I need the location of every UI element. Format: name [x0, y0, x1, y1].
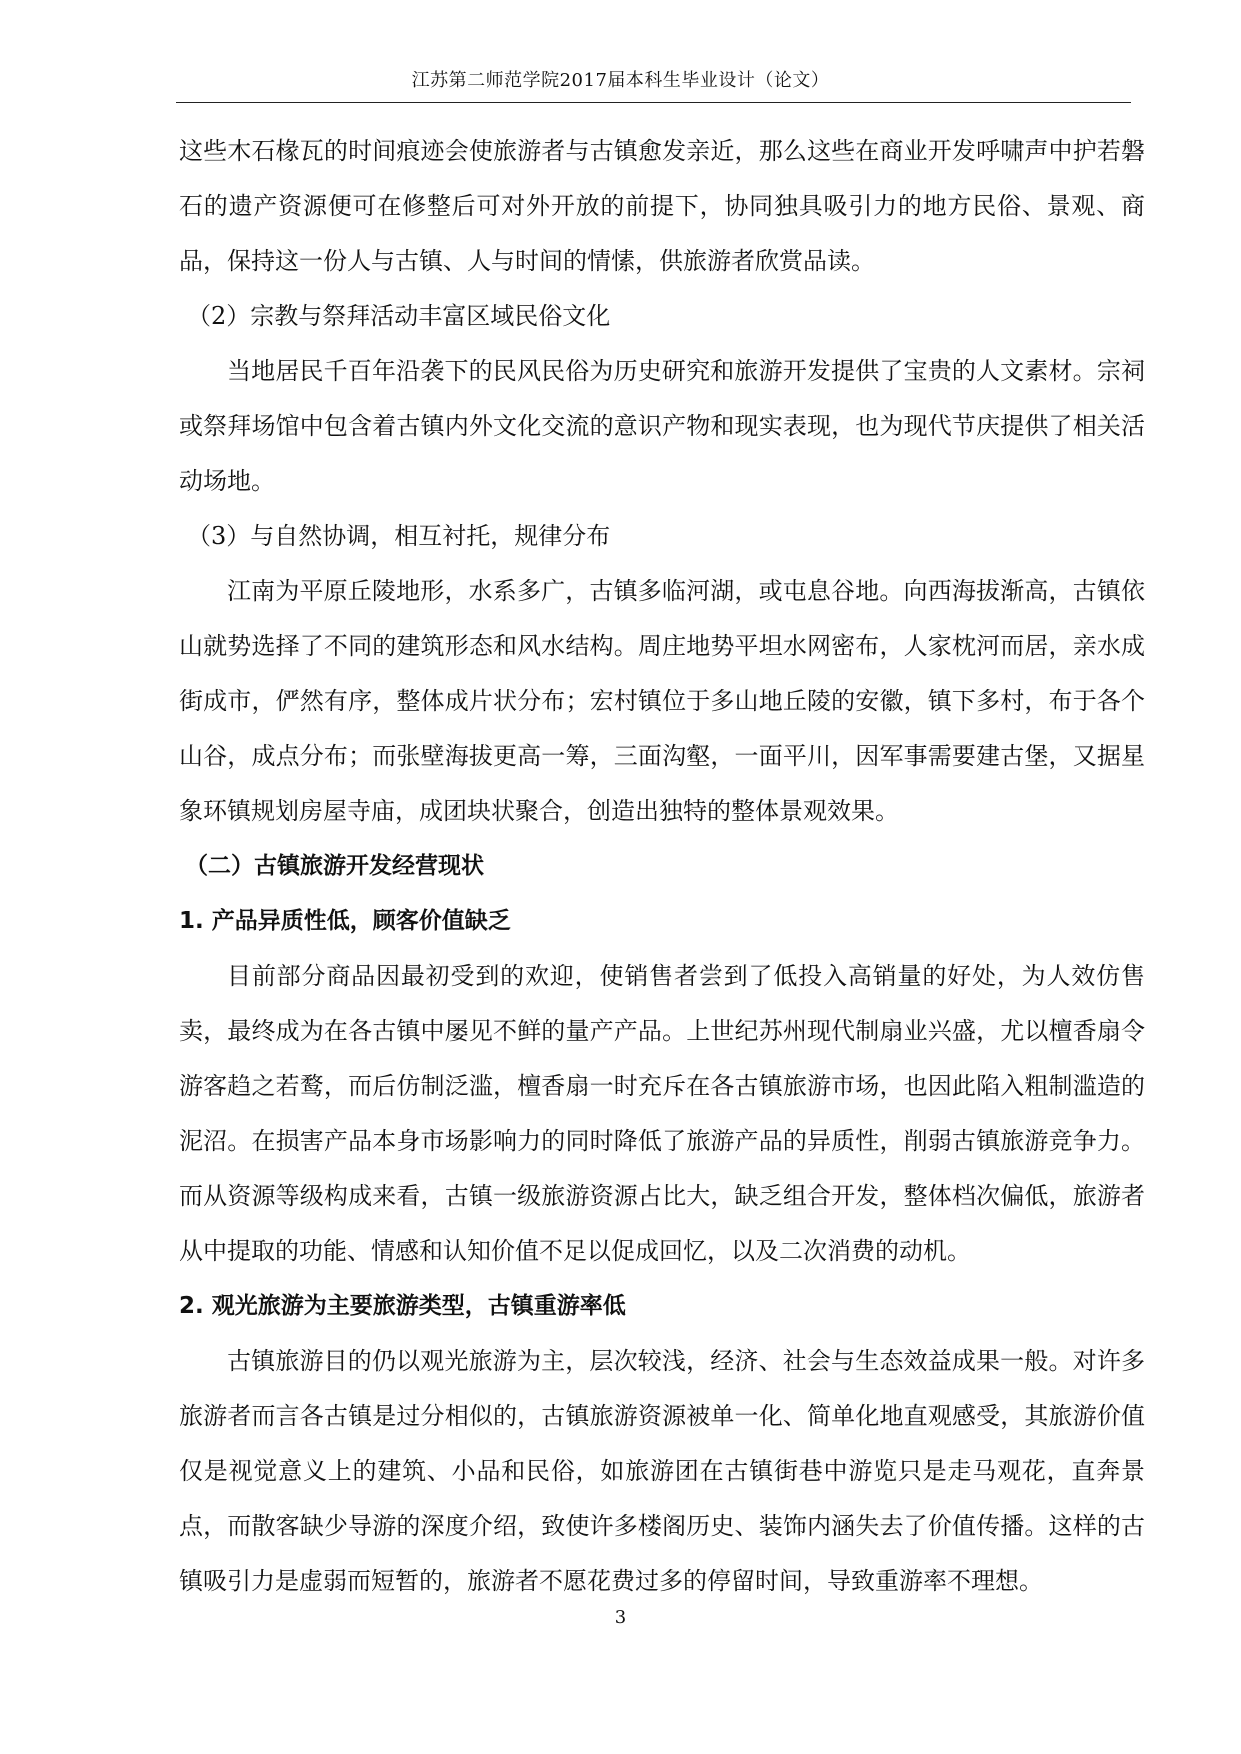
paragraph-5: 古镇旅游目的仍以观光旅游为主，层次较浅，经济、社会与生态效益成果一般。对许多旅游者而言各古镇是过分相似的，古镇旅游资源被单一化、简单化地直观感受，其旅游价值仅是视觉意义上的建筑、小品和民俗，如旅游团在古镇街巷中游览只是走马观花，直奔景点，而散客缺少导游的深度介绍，致使许多楼阁历史、装饰内涵失去了价值传播。这样的古镇吸引力是虚弱而短暂的，旅游者不愿花费过多的停留时间，导致重游率不理想。: [179, 1347, 1145, 1595]
paragraph-4: 目前部分商品因最初受到的欢迎，使销售者尝到了低投入高销量的好处，为人效仿售卖，最终成为在各古镇中屡见不鲜的量产产品。上世纪苏州现代制扇业兴盛，尤以檀香扇令游客趋之若鹜，而后仿制泛滥，檀香扇一时充斥在各古镇旅游市场，也因此陷入粗制滥造的泥沼。在损害产品本身市场影响力的同时降低了旅游产品的异质性，削弱古镇旅游竞争力。而从资源等级构成来看，古镇一级旅游资源占比大，缺乏组合开发，整体档次偏低，旅游者从中提取的功能、情感和认知价值不足以促成回忆，以及二次消费的动机。: [179, 962, 1145, 1265]
subsection-heading-1: 1. 产品异质性低，顾客价值缺乏: [179, 908, 511, 934]
subheading-religion: （2）宗教与祭拜活动丰富区域民俗文化: [187, 302, 611, 330]
page-header: 江苏第二师范学院2017届本科生毕业设计（论文）: [411, 70, 830, 91]
section-heading-status: （二）古镇旅游开发经营现状: [185, 853, 484, 879]
subsection-heading-2: 2. 观光旅游为主要旅游类型，古镇重游率低: [179, 1293, 626, 1319]
header-divider: [176, 102, 1131, 103]
paragraph-2: 当地居民千百年沿袭下的民风民俗为历史研究和旅游开发提供了宝贵的人文素材。宗祠或祭拜场馆中包含着古镇内外文化交流的意识产物和现实表现，也为现代节庆提供了相关活动场地。: [179, 357, 1145, 495]
paragraph-3: 江南为平原丘陵地形，水系多广，古镇多临河湖，或屯息谷地。向西海拔渐高，古镇依山就势选择了不同的建筑形态和风水结构。周庄地势平坦水网密布，人家枕河而居，亲水成街成市，俨然有序，整体成片状分布；宏村镇位于多山地丘陵的安徽，镇下多村，布于各个山谷，成点分布；而张壁海拔更高一筹，三面沟壑，一面平川，因军事需要建古堡，又据星象环镇规划房屋寺庙，成团块状聚合，创造出独特的整体景观效果。: [179, 577, 1145, 825]
page-body: [179, 124, 1145, 1609]
subheading-nature: （3）与自然协调，相互衬托，规律分布: [187, 522, 611, 550]
paragraph-1: 这些木石椽瓦的时间痕迹会使旅游者与古镇愈发亲近，那么这些在商业开发呼啸声中护若磐石的遗产资源便可在修整后可对外开放的前提下，协同独具吸引力的地方民俗、景观、商品，保持这一份人与古镇、人与时间的情愫，供旅游者欣赏品读。: [179, 137, 1145, 275]
page-number: 3: [614, 1607, 627, 1628]
